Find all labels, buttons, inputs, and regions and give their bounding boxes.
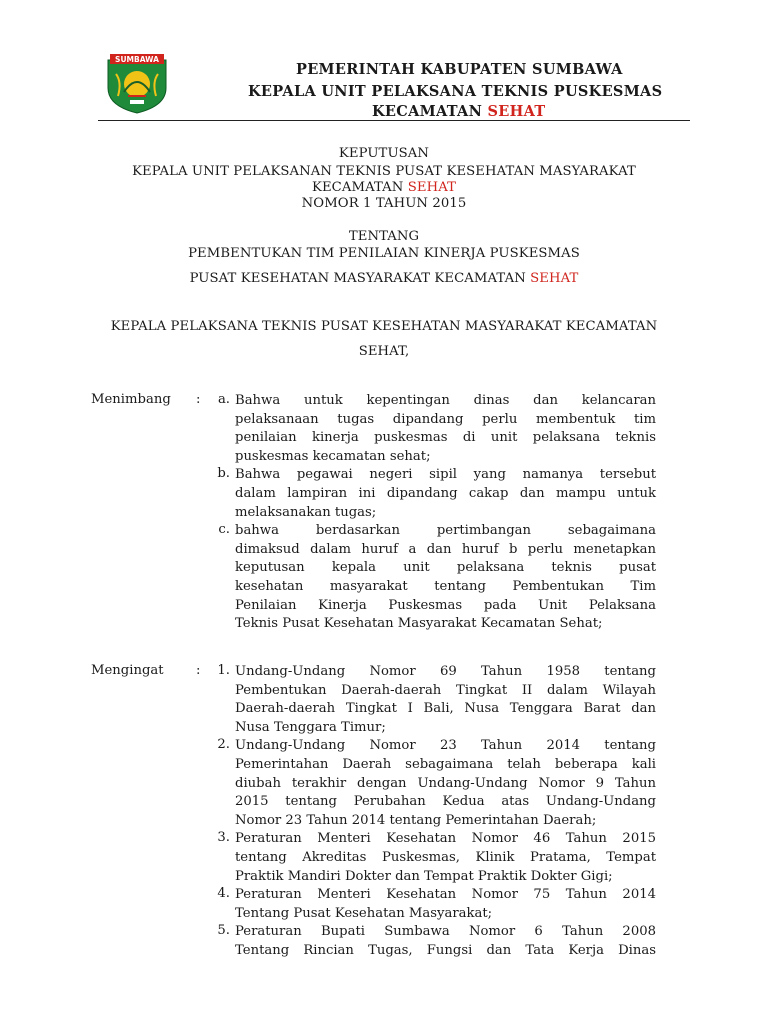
- menimbang-item-line: pelaksanaan tugas dipandang perlu membentuk tim: [235, 411, 656, 427]
- header-line-2: KEPALA UNIT PELAKSANA TEKNIS PUSKESMAS: [248, 83, 663, 100]
- menimbang-colon: :: [196, 392, 201, 407]
- menimbang-item-line: bahwa berdasarkan pertimbangan sebagaimana: [235, 523, 656, 539]
- mengingat-marker: 4.: [217, 886, 230, 902]
- menimbang-item-line: dalam lampiran ini dipandang cakap dan mampu untuk: [235, 485, 656, 501]
- subject-line-1: PEMBENTUKAN TIM PENILAIAN KINERJA PUSKESMAS: [188, 246, 580, 261]
- mengingat-item-line: Peraturan Menteri Kesehatan Nomor 46 Tahun 2015: [235, 831, 656, 847]
- mengingat-item-line: Daerah-daerah Tingkat I Bali, Nusa Tenggara Barat dan: [235, 701, 656, 717]
- menimbang-item-line: keputusan kepala unit pelaksana teknis pusat: [235, 560, 656, 576]
- menimbang-item-line: Penilaian Kinerja Puskesmas pada Unit Pelaksana: [235, 597, 656, 613]
- mengingat-item-line: diubah terakhir dengan Undang-Undang Nomor 9 Tahun: [235, 775, 656, 791]
- subject-line-2: PUSAT KESEHATAN MASYARAKAT KECAMATAN SEHAT: [189, 271, 579, 286]
- header-divider: [98, 120, 690, 121]
- menimbang-marker: a.: [217, 392, 230, 407]
- mengingat-item-line: Nomor 23 Tahun 2014 tentang Pemerintahan Daerah;: [235, 812, 597, 828]
- mengingat-item-line: Tentang Rincian Tugas, Fungsi dan Tata Kerja Dinas: [235, 942, 656, 958]
- mengingat-item-line: Peraturan Bupati Sumbawa Nomor 6 Tahun 2008: [235, 924, 656, 940]
- tentang-heading: TENTANG: [348, 229, 420, 244]
- menimbang-item-line: melaksanakan tugas;: [235, 504, 377, 520]
- menimbang-marker: b.: [217, 466, 230, 482]
- menimbang-item-line: Bahwa untuk kepentingan dinas dan kelancaran: [235, 393, 656, 408]
- mengingat-marker: 1.: [217, 663, 230, 678]
- menimbang-item-line: penilaian kinerja puskesmas di unit pelaksana teknis: [235, 430, 656, 446]
- mengingat-marker: 2.: [217, 737, 230, 753]
- menimbang-item-line: Bahwa pegawai negeri sipil yang namanya tersebut: [235, 467, 656, 483]
- mengingat-item: [235, 886, 656, 923]
- header-line-1: PEMERINTAH KABUPATEN SUMBAWA: [296, 61, 623, 78]
- mengingat-item-line: Praktik Mandiri Dokter dan Tempat Praktik Dokter Gigi;: [235, 868, 613, 884]
- menimbang-item-line: Teknis Pusat Kesehatan Masyarakat Kecamatan Sehat;: [235, 616, 603, 632]
- title-line-2: KEPALA UNIT PELAKSANAN TEKNIS PUSAT KESEHATAN MASYARAKAT: [132, 164, 636, 179]
- mengingat-item-line: Pemerintahan Daerah sebagaimana telah beberapa kali: [235, 756, 656, 772]
- keputusan-heading: KEPUTUSAN: [338, 146, 430, 161]
- menimbang-marker: c.: [218, 522, 230, 538]
- mengingat-marker: 3.: [217, 830, 230, 846]
- mengingat-item: [235, 830, 656, 886]
- mengingat-item-line: Undang-Undang Nomor 23 Tahun 2014 tentang: [235, 738, 656, 754]
- menimbang-item: [235, 522, 656, 634]
- mengingat-item-line: Undang-Undang Nomor 69 Tahun 1958 tentang: [235, 664, 656, 679]
- menimbang-item: [235, 466, 656, 522]
- mengingat-item-line: Pembentukan Daerah-daerah Tingkat II dalam Wilayah: [235, 682, 656, 698]
- menimbang-item-line: kesehatan masyarakat tentang Pembentukan Tim: [235, 578, 656, 594]
- menimbang-item: [235, 392, 656, 466]
- header-line-3: KECAMATAN SEHAT: [372, 103, 546, 120]
- authority-line-2: SEHAT,: [358, 344, 410, 359]
- logo-text: SUMBAWA: [115, 55, 159, 64]
- mengingat-item: [235, 737, 656, 830]
- mengingat-item-line: 2015 tentang Perubahan Kedua atas Undang-Undang: [235, 794, 656, 810]
- mengingat-item-line: tentang Akreditas Puskesmas, Klinik Pratama, Tempat: [235, 849, 656, 865]
- authority-line-1: KEPALA PELAKSANA TEKNIS PUSAT KESEHATAN MASYARAKAT KECAMATAN: [110, 319, 658, 334]
- mengingat-colon: :: [196, 663, 201, 678]
- mengingat-item-line: Peraturan Menteri Kesehatan Nomor 75 Tahun 2014: [235, 887, 656, 903]
- mengingat-item-line: Nusa Tenggara Timur;: [235, 719, 386, 735]
- menimbang-label: Menimbang: [91, 392, 171, 407]
- mengingat-item: [235, 663, 656, 737]
- menimbang-item-line: puskesmas kecamatan sehat;: [235, 448, 431, 464]
- mengingat-label: Mengingat: [91, 663, 164, 678]
- sumbawa-regency-logo: [104, 52, 170, 114]
- mengingat-item-line: Tentang Pusat Kesehatan Masyarakat;: [235, 905, 493, 921]
- decree-number: NOMOR 1 TAHUN 2015: [301, 196, 467, 211]
- mengingat-item: [235, 923, 656, 960]
- menimbang-item-line: dimaksud dalam huruf a dan huruf b perlu menetapkan: [235, 541, 656, 557]
- mengingat-marker: 5.: [217, 923, 230, 939]
- title-line-3: KECAMATAN SEHAT: [312, 180, 456, 195]
